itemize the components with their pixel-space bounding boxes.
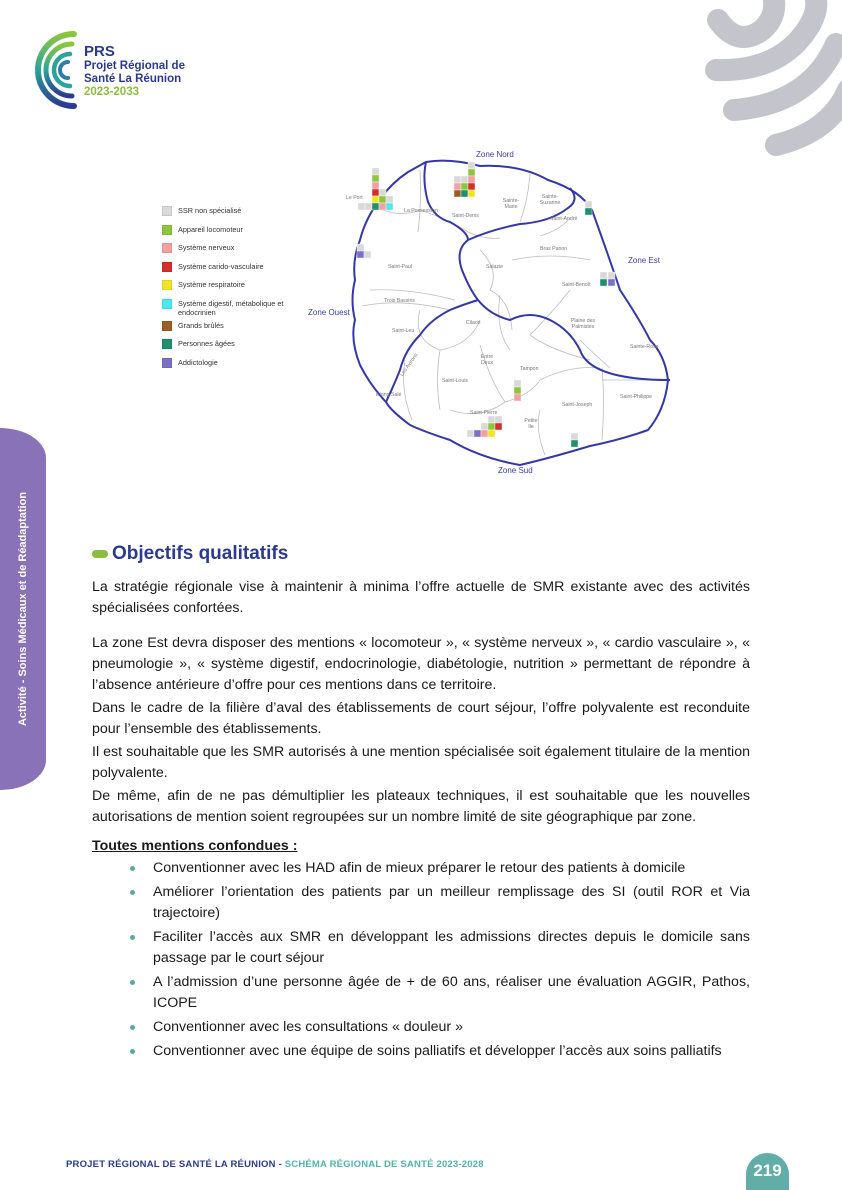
- page-number: 219: [746, 1153, 789, 1190]
- commune-label: Sainte-Rose: [630, 344, 659, 350]
- subheading: Toutes mentions confondues :: [92, 838, 298, 854]
- list-item: Conventionner avec les consultations « douleur »: [130, 1017, 750, 1038]
- commune-label: Tampon: [520, 366, 539, 372]
- commune-label: Les Avirons: [399, 352, 420, 378]
- commune-label: Entre Deux: [480, 354, 494, 366]
- decorative-swirl-icon: [690, 0, 842, 160]
- commune-label: Saint-Joseph: [562, 402, 593, 408]
- list-item: Conventionner avec les HAD afin de mieux préparer le retour des patients à domicile: [130, 858, 750, 879]
- commune-label: Salazie: [486, 264, 504, 270]
- logo-line2: Santé La Réunion: [84, 73, 182, 85]
- commune-label: Le Port: [346, 195, 363, 201]
- prs-arc-icon: [24, 28, 84, 112]
- commune-label: Cilaos: [466, 320, 481, 326]
- commune-label: Saint-Philippe: [620, 394, 653, 400]
- legend-label: Appareil locomoteur: [178, 224, 243, 234]
- list-item: A l’admission d’une personne âgée de + de 60 ans, réaliser une évaluation AGGIR, Pathos, ICOPE: [130, 972, 750, 1014]
- commune-label: Bras Panon: [540, 246, 568, 252]
- paragraph: La zone Est devra disposer des mentions « locomoteur », « système nerveux », « cardio vasculaire », « pneumologie », « système digestif, endocrinologie, diabétologie, nutrition » permettant de répondre à l’absence antérieure d’offre pour ces mentions dans ce territoire.: [92, 635, 750, 693]
- bullet-list: [92, 858, 750, 1062]
- list-item: Améliorer l’orientation des patients par un meilleur remplissage des SI (outil ROR et Via trajectoire): [130, 882, 750, 924]
- footer-left: PROJET RÉGIONAL DE SANTÉ LA RÉUNION: [66, 1159, 276, 1170]
- commune-label: Sainte-Marie: [502, 198, 520, 210]
- commune-label: Saint-Pierre: [470, 410, 498, 416]
- footer-right: SCHÉMA RÉGIONAL DE SANTÉ 2023-2028: [284, 1159, 484, 1170]
- paragraph: La stratégie régionale vise à maintenir à minima l’offre actuelle de SMR existante avec des activités spécialisées confortées.: [92, 579, 750, 616]
- legend-label: Système digestif, métabolique et endocrinien: [178, 298, 284, 317]
- list-item: Conventionner avec une équipe de soins palliatifs et développer l’accès aux soins palliatifs: [130, 1041, 750, 1062]
- smr-map: [150, 140, 680, 480]
- zone-est-label: Zone Est: [628, 256, 661, 265]
- chapter-side-tab-label: Activité - Soins Médicaux et de Réadaptation: [17, 491, 29, 727]
- zone-ouest-label: Zone Ouest: [308, 308, 350, 317]
- legend-label: SSR non spécialisé: [178, 206, 242, 215]
- legend-label: Addictologie: [178, 357, 218, 367]
- commune-label: Sainte-Suzanne: [539, 194, 561, 206]
- commune-label: La Possession: [404, 208, 438, 214]
- legend-label: Système nerveux: [178, 243, 235, 252]
- paragraph: Il est souhaitable que les SMR autorisés à une mention spécialisée soit également titulaire de la mention polyvalente.: [92, 744, 750, 781]
- commune-label: Saint-Louis: [442, 378, 468, 384]
- footer-separator: -: [275, 1159, 285, 1170]
- logo-acronym: PRS: [84, 43, 115, 60]
- commune-label: Saint-Benoît: [562, 282, 591, 288]
- commune-label: Etang Salé: [376, 392, 402, 398]
- activity-markers: [150, 140, 680, 480]
- section-heading: [92, 543, 288, 565]
- page-footer: [66, 1159, 484, 1170]
- logo-years: 2023-2033: [84, 86, 139, 98]
- legend-label: Personnes âgées: [178, 339, 235, 348]
- pill-bullet-icon: [92, 550, 108, 558]
- legend-label: Système respiratoire: [178, 280, 245, 289]
- legend-label: Grands brûlés: [178, 320, 224, 330]
- legend-label: Système carido-vasculaire: [178, 261, 264, 271]
- prs-logo: [24, 28, 224, 112]
- commune-label: Trois Bassins: [384, 298, 415, 304]
- chapter-side-tab: [0, 428, 46, 790]
- commune-label: Saint-Denis: [452, 213, 479, 219]
- section-title: Objectifs qualitatifs: [112, 543, 289, 564]
- section-body: [92, 577, 750, 1065]
- paragraph: De même, afin de ne pas démultiplier les plateaux techniques, il est souhaitable que les nouvelles autorisations de mention soient regroupées sur un nombre limité de site géographique par zone.: [92, 788, 750, 825]
- paragraph: Dans le cadre de la filière d’aval des établissements de court séjour, l’offre polyvalente est reconduite pour l’ensemble des établissements.: [92, 700, 750, 737]
- commune-label: Saint-Leu: [392, 328, 415, 334]
- commune-label: Petite Ile: [524, 418, 538, 430]
- zone-sud-label: Zone Sud: [498, 466, 533, 475]
- logo-line1: Projet Régional de: [84, 60, 185, 72]
- commune-label: Saint-André: [550, 216, 578, 222]
- zone-nord-label: Zone Nord: [476, 150, 514, 159]
- commune-label: Plaine des Palmistes: [570, 318, 596, 330]
- commune-label: Saint-Paul: [388, 264, 412, 270]
- list-item: Faciliter l’accès aux SMR en développant les admissions directes depuis le domicile sans passage par le court séjour: [130, 927, 750, 969]
